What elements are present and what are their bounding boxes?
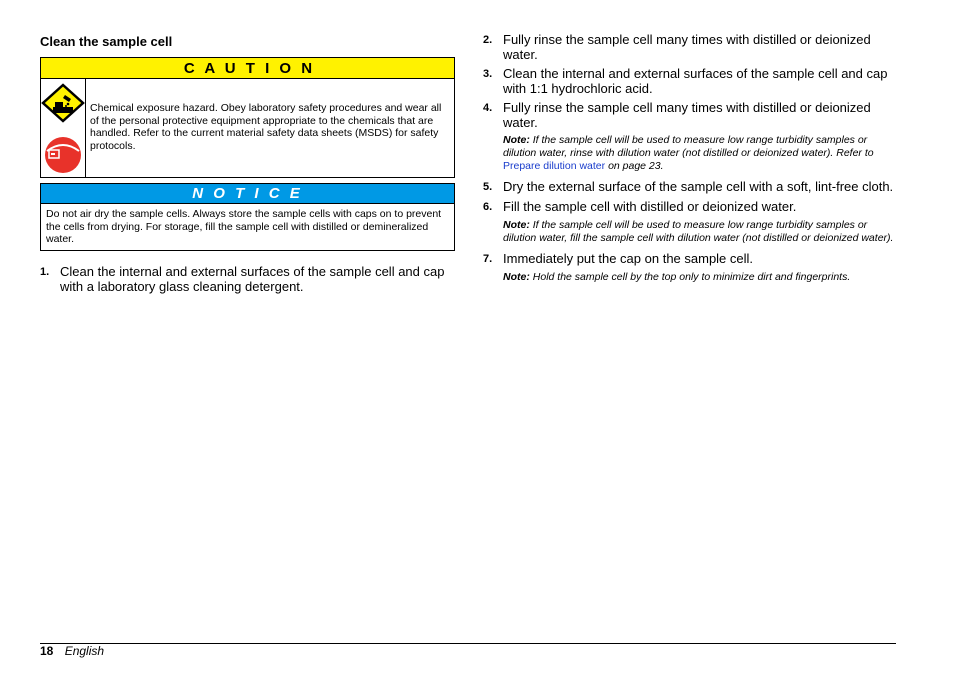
step-7: [483, 251, 896, 267]
caution-icons: [41, 79, 86, 177]
note-hold: [503, 271, 896, 284]
step-number: 4.: [483, 102, 493, 114]
left-column: [40, 34, 455, 298]
right-steps: [483, 32, 896, 130]
step-3: [483, 66, 896, 96]
step-text: Fully rinse the sample cell many times with distilled or deionized water.: [503, 100, 871, 130]
note-label: Note:: [503, 271, 530, 283]
step-text: Clean the internal and external surfaces of the sample cell and cap with 1:1 hydrochloric acid.: [503, 66, 888, 96]
footer-rule: [40, 643, 896, 644]
note-text-after: on page 23.: [608, 160, 664, 172]
step-6: [483, 199, 896, 215]
step-1: [40, 264, 455, 294]
step-5: [483, 179, 896, 195]
page-number: 18: [40, 644, 54, 658]
step-4: [483, 100, 896, 130]
note-text: If the sample cell will be used to measure low range turbidity samples or dilution water, rinse with dilution water (not distilled or deionized water). Refer to: [503, 134, 874, 159]
step-number: 1.: [40, 265, 50, 278]
note-text: Hold the sample cell by the top only to minimize dirt and fingerprints.: [532, 271, 851, 283]
prepare-dilution-water-link[interactable]: Prepare dilution water: [503, 160, 606, 172]
page-footer: [40, 644, 104, 658]
step-text: Fully rinse the sample cell many times with distilled or deionized water.: [503, 32, 871, 62]
caution-header: [41, 58, 454, 79]
caution-heading: C A U T I O N: [183, 59, 316, 77]
step-number: 2.: [483, 34, 493, 46]
right-steps-end: [483, 251, 896, 267]
step-text: Fill the sample cell with distilled or deionized water.: [503, 199, 797, 214]
face-shield-icon: [43, 131, 83, 175]
step-text: Immediately put the cap on the sample cell.: [503, 251, 754, 266]
note-fill: [503, 219, 896, 245]
notice-text: Do not air dry the sample cells. Always store the sample cells with caps on to prevent the cells from drying. For storage, fill the sample cell with distilled or demineralized water.: [46, 208, 442, 246]
notice-heading: N O T I C E: [192, 185, 303, 202]
caution-text: Chemical exposure hazard. Obey laboratory safety procedures and wear all of the personal protective equipment appropriate to the chemicals that are handled. Refer to the current material safety data sheets (MSDS) for safety protocols.: [90, 102, 442, 152]
note-text: If the sample cell will be used to measure low range turbidity samples or dilution water, fill the sample cell with dilution water (not distilled or deionized water).: [503, 219, 894, 244]
caution-box: [40, 57, 455, 178]
notice-header: [41, 184, 454, 204]
step-number: 6.: [483, 201, 493, 213]
step-2: [483, 32, 896, 62]
step-number: 3.: [483, 68, 493, 80]
note-rinse: [503, 134, 896, 173]
right-steps-cont: [483, 179, 896, 215]
left-steps: [40, 264, 455, 294]
step-text: Clean the internal and external surfaces of the sample cell and cap with a laboratory glass cleaning detergent.: [60, 263, 445, 294]
step-text: Dry the external surface of the sample cell with a soft, lint-free cloth.: [503, 179, 894, 194]
step-number: 5.: [483, 181, 493, 193]
notice-box: [40, 183, 455, 251]
chemical-hazard-icon: [41, 83, 85, 123]
right-column: [483, 32, 896, 290]
note-label: Note:: [503, 219, 530, 231]
step-number: 7.: [483, 253, 493, 265]
section-title: Clean the sample cell: [40, 34, 173, 49]
note-label: Note:: [503, 134, 530, 146]
footer-language: English: [64, 644, 105, 658]
